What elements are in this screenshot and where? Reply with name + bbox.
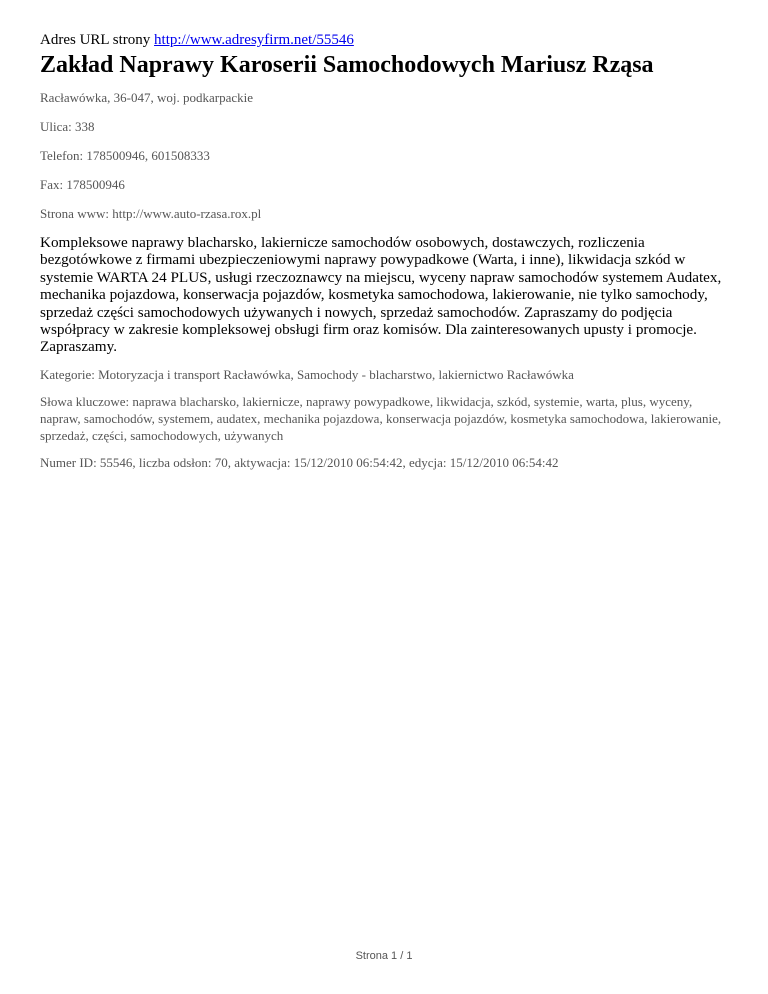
company-location: Racławówka, 36-047, woj. podkarpackie [40,90,253,105]
url-label: Adres URL strony [40,32,155,48]
document-page [40,31,730,481]
company-street: Ulica: 338 [40,119,95,134]
page-url-link[interactable]: http://www.adresyfirm.net/55546 [154,32,354,48]
company-name: Zakład Naprawy Karoserii Samochodowych Mariusz Rząsa [40,52,654,78]
company-website: Strona www: http://www.auto-rzasa.rox.pl [40,206,262,221]
company-phone: Telefon: 178500946, 601508333 [40,148,210,163]
company-keywords: Słowa kluczowe: naprawa blacharsko, lakiernicze, naprawy powypadkowe, likwidacja, szkód, systemie, warta, plus, wyceny, napraw, samochodów, systemem, audatex, mechanika pojazdowa, konserwacja pojazdów, kosmetyka samochodowa, lakierowanie, sprzedaż, części, samochodowych, używanych [40,393,722,443]
page-url-line [40,31,730,50]
record-info: Numer ID: 55546, liczba odsłon: 70, aktywacja: 15/12/2010 06:54:42, edycja: 15/12/2010 06:54:42 [40,454,559,470]
company-categories: Kategorie: Motoryzacja i transport Racławówka, Samochody - blacharstwo, lakiernictwo Racławówka [40,366,574,382]
company-fax: Fax: 178500946 [40,177,125,192]
company-description: Kompleksowe naprawy blacharsko, lakiernicze samochodów osobowych, dostawczych, rozliczenia bezgotówkowe z firmami ubezpieczeniowymi naprawy powypadkowe (Warta, i inne), likwidacja szkód w systemie WARTA 24 PLUS, usługi rzeczoznawcy na miejscu, wyceny napraw samochodów systemem Audatex, mechanika pojazdowa, konserwacja pojazdów, kosmetyka samochodowa, lakierowanie, nie tylko samochody, sprzedaż części samochodowych używanych i nowych, sprzedaż samochodów. Zapraszamy do podjęcia współpracy w zakresie kompleksowej obsługi firm oraz komisów. Dla zainteresowanych upusty i promocje. Zapraszamy. [40,234,722,356]
page-number: Strona 1 / 1 [355,950,413,962]
